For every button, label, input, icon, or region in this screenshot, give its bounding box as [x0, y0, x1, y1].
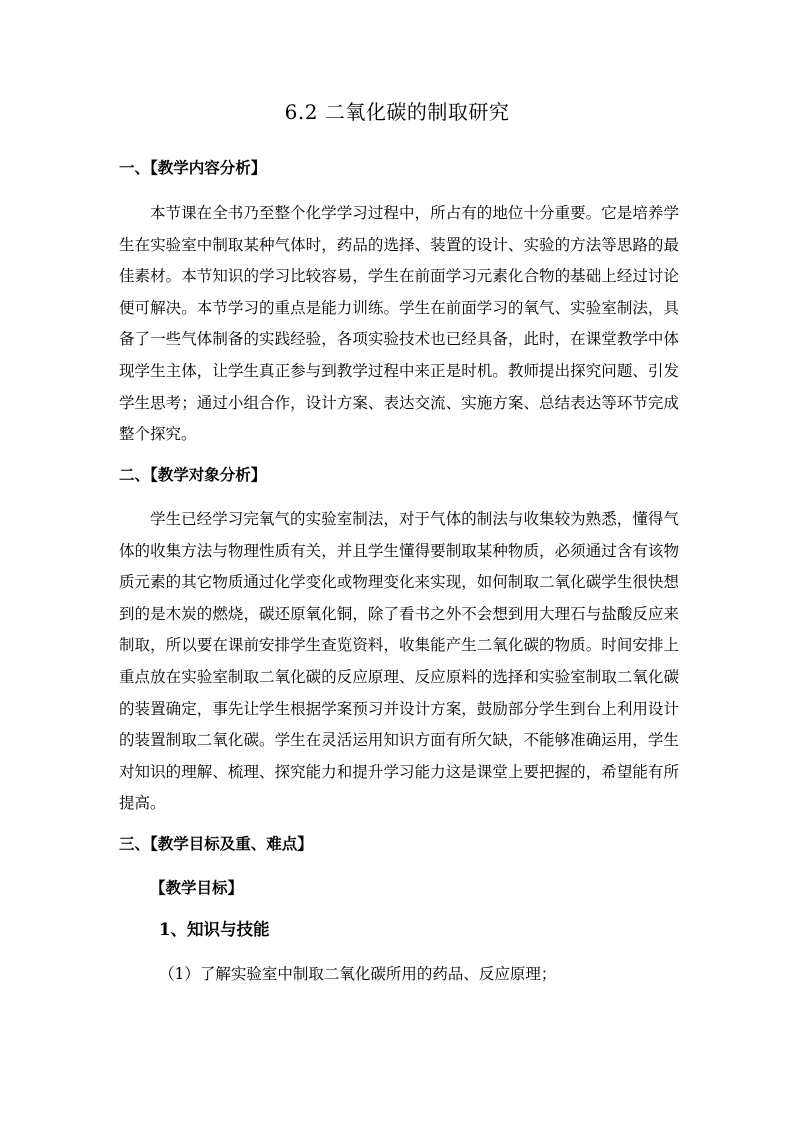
- paragraph-student-analysis: 学生已经学习完氧气的实验室制法，对于气体的制法与收集较为熟悉，懂得气体的收集方法与物理性质有关，并且学生懂得要制取某种物质，必须通过含有该物质元素的其它物质通过化学变化或物理变化来实现，如何制取二氧化碳学生很快想到的是木炭的燃烧，碳还原氧化铜，除了看书之外不会想到用大理石与盐酸反应来制取，所以要在课前安排学生查览资料，收集能产生二氧化碳的物质。时间安排上重点放在实验室制取二氧化碳的反应原理、反应原料的选择和实验室制取二氧化碳的装置确定，事先让学生根据学案预习并设计方案，鼓励部分学生到台上利用设计的装置制取二氧化碳。学生在灵活运用知识方面有所欠缺，不能够准确运用，学生对知识的理解、梳理、探究能力和提升学习能力这是课堂上要把握的，希望能有所提高。: [119, 510, 679, 813]
- section-heading-content-analysis: 一、【教学内容分析】: [119, 158, 267, 177]
- objective-item: （1）了解实验室中制取二氧化碳所用的药品、反应原理；: [159, 965, 557, 983]
- section-heading-objectives: 三、【教学目标及重、难点】: [119, 834, 313, 853]
- document-title: 6.2 二氧化碳的制取研究: [284, 100, 510, 124]
- section-heading-student-analysis: 二、【教学对象分析】: [119, 465, 267, 484]
- paragraph-content-analysis: 本节课在全书乃至整个化学学习过程中，所占有的地位十分重要。它是培养学生在实验室中制取某种气体时，药品的选择、装置的设计、实验的方法等思路的最佳素材。本节知识的学习比较容易，学生在前面学习元素化合物的基础上经过讨论便可解决。本节学习的重点是能力训练。学生在前面学习的氧气、实验室制法，具备了一些气体制备的实践经验，各项实验技术也已经具备，此时，在课堂教学中体现学生主体，让学生真正参与到教学过程中来正是时机。教师提出探究问题、引发学生思考；通过小组合作，设计方案、表达交流、实施方案、总结表达等环节完成整个探究。: [119, 204, 679, 444]
- subsubheading-knowledge-skills: 1、知识与技能: [159, 920, 270, 939]
- subheading-teaching-objectives: 【教学目标】: [150, 878, 244, 897]
